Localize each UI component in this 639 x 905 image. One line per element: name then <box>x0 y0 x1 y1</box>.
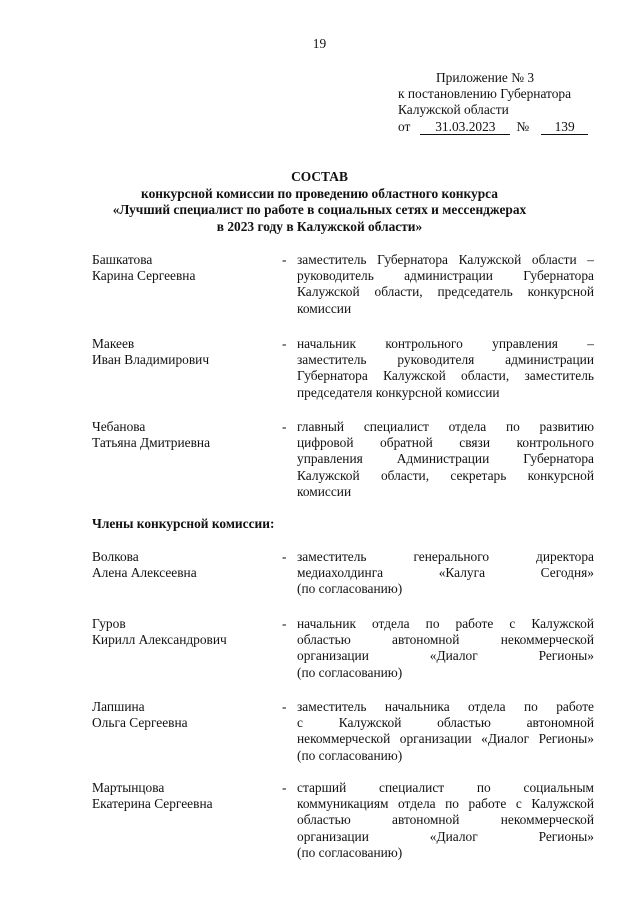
role-line: медиахолдинга «Калуга Сегодня» <box>297 565 594 581</box>
member-given-names: Екатерина Сергеевна <box>92 796 213 812</box>
role-line: комиссии <box>297 300 352 316</box>
role-line: старший специалист по социальным <box>297 780 594 795</box>
role-line: начальник контрольного управления – <box>297 336 594 351</box>
member-name <box>92 419 277 451</box>
separator-dash: - <box>282 549 287 564</box>
appendix-block <box>398 70 628 135</box>
member-name <box>92 252 277 284</box>
separator-dash: - <box>282 780 287 795</box>
decree-date: 31.03.2023 <box>420 120 510 135</box>
member-given-names: Ольга Сергеевна <box>92 715 188 731</box>
member-given-names: Карина Сергеевна <box>92 268 196 284</box>
role-line: организации «Диалог Регионы» <box>297 828 594 844</box>
member-given-names: Кирилл Александрович <box>92 632 227 648</box>
member-given-names: Иван Владимирович <box>92 352 210 368</box>
role-line: коммуникациям отдела по работе с Калужской <box>297 796 594 812</box>
title-line-1: конкурсной комиссии по проведению областного конкурса <box>141 186 498 202</box>
member-role <box>297 419 594 500</box>
role-line: Калужской области, секретарь конкурсной <box>297 467 594 483</box>
role-line: цифровой обратной связи контрольного <box>297 435 594 451</box>
role-line: некоммерческой организации «Диалог Регионы» <box>297 731 594 747</box>
member-name <box>92 699 277 731</box>
member-role <box>297 549 594 598</box>
role-line: главный специалист отдела по развитию <box>297 419 594 434</box>
member-surname: Чебанова <box>92 419 146 434</box>
member-name <box>92 549 277 581</box>
role-line: Калужской области, председатель конкурсной <box>297 284 594 300</box>
member-role <box>297 780 594 861</box>
member-role <box>297 616 594 681</box>
member-surname: Волкова <box>92 549 139 564</box>
role-line: заместитель руководителя администрации <box>297 352 594 368</box>
role-line: руководитель администрации Губернатора <box>297 268 594 284</box>
role-line: заместитель начальника отдела по работе <box>297 699 594 714</box>
member-name <box>92 780 277 812</box>
role-line: заместитель генерального директора <box>297 549 594 564</box>
member-given-names: Алена Алексеевна <box>92 565 197 581</box>
member-given-names: Татьяна Дмитриевна <box>92 435 211 451</box>
role-line: организации «Диалог Регионы» <box>297 648 594 664</box>
member-role <box>297 336 594 401</box>
role-line: (по согласованию) <box>297 664 403 680</box>
separator-dash: - <box>282 336 287 351</box>
role-line: с Калужской областью автономной <box>297 715 594 731</box>
role-line: (по согласованию) <box>297 581 403 597</box>
appendix-date-line <box>398 119 628 135</box>
appendix-decree-line: к постановлению Губернатора <box>398 86 572 102</box>
member-role <box>297 252 594 317</box>
role-line: начальник отдела по работе с Калужской <box>297 616 594 631</box>
member-surname: Макеев <box>92 336 135 351</box>
member-surname: Гуров <box>92 616 126 631</box>
role-line: комиссии <box>297 483 352 499</box>
separator-dash: - <box>282 699 287 714</box>
appendix-region-line: Калужской области <box>398 102 509 118</box>
member-surname: Башкатова <box>92 252 153 267</box>
number-label: № <box>516 118 530 134</box>
separator-dash: - <box>282 616 287 631</box>
role-line: Губернатора Калужской области, заместитель <box>297 368 594 384</box>
members-section-title: Члены конкурсной комиссии: <box>92 516 275 531</box>
appendix-title: Приложение № 3 <box>436 70 535 85</box>
document-title <box>0 169 639 235</box>
member-name <box>92 336 277 368</box>
role-line: областью автономной некоммерческой <box>297 812 594 828</box>
title-heading: СОСТАВ <box>291 169 348 184</box>
from-label: от <box>398 118 411 134</box>
role-line: заместитель Губернатора Калужской области – <box>297 252 594 267</box>
title-line-3: в 2023 году в Калужской области» <box>216 218 423 234</box>
member-surname: Лапшина <box>92 699 145 714</box>
member-surname: Мартынцова <box>92 780 165 795</box>
role-line: (по согласованию) <box>297 844 403 860</box>
role-line: областью автономной некоммерческой <box>297 632 594 648</box>
page-number: 19 <box>312 36 327 51</box>
title-line-2: «Лучший специалист по работе в социальных сетях и мессенджерах <box>112 202 527 218</box>
separator-dash: - <box>282 419 287 434</box>
role-line: председателя конкурсной комиссии <box>297 384 500 400</box>
role-line: управления Администрации Губернатора <box>297 451 594 467</box>
member-name <box>92 616 277 648</box>
separator-dash: - <box>282 252 287 267</box>
member-role <box>297 699 594 764</box>
role-line: (по согласованию) <box>297 747 403 763</box>
decree-number: 139 <box>541 120 588 135</box>
